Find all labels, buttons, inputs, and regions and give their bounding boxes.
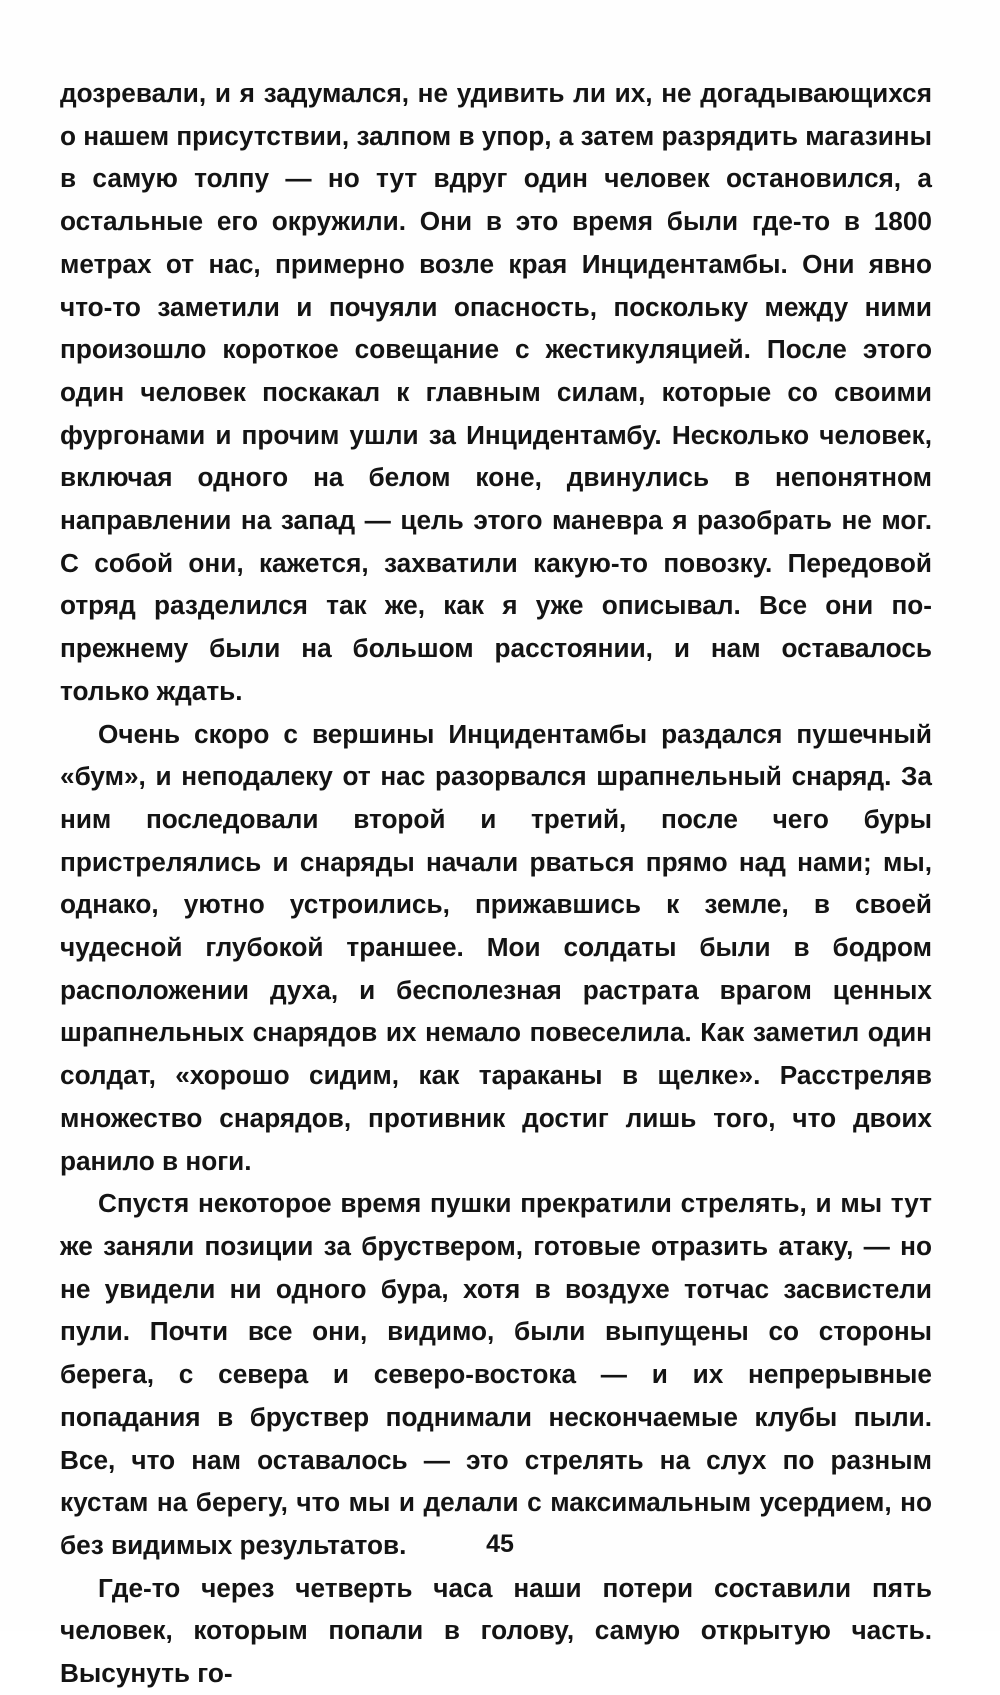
paragraph-3: Спустя некоторое время пушки прекратили стрелять, и мы тут же заняли позиции за бруствером, готовые отразить атаку, — но не увидели ни одного бура, хотя в воздухе тотчас засвистели пули. Почти все они, видимо, были выпущены со стороны берега, с севера и северо-востока — и их непрерывные попадания в бруствер поднимали нескончаемые клубы пыли. Все, что нам оставалось — это стрелять на слух по разным кустам на берегу, что мы и делали с максимальным усердием, но без видимых результатов. bbox=[60, 1188, 932, 1560]
page-number: 45 bbox=[486, 1530, 514, 1558]
paragraph-4: Где-то через четверть часа наши потери составили пять человек, которым попали в голову, самую открытую часть. Высунуть го- bbox=[60, 1572, 932, 1689]
paragraph-1: дозревали, и я задумался, не удивить ли их, не догадывающихся о нашем присутствии, залпом в упор, а затем разрядить магазины в самую толпу — но тут вдруг один человек остановился, а остальные его окружили. Они в это время были где-то в 1800 метрах от нас, примерно возле края Инцидентамбы. Они явно что-то заметили и почуяли опасность, поскольку между ними произошло короткое совещание с жестикуляцией. После этого один человек поскакал к главным силам, которые со своими фургонами и прочим ушли за Инцидентамбу. Несколько человек, включая одного на белом коне, двинулись в непонятном направлении на запад — цель этого маневра я разобрать не мог. С собой они, кажется, захватили какую-то повозку. Передовой отряд разделился так же, как я уже описывал. Все они по-прежнему были на большом расстоянии, и нам оставалось только ждать. bbox=[60, 78, 932, 706]
body-text bbox=[60, 72, 932, 1695]
paragraph-2: Очень скоро с вершины Инцидентамбы раздался пушечный «бум», и неподалеку от нас разорвался шрапнельный снаряд. За ним последовали второй и третий, после чего буры пристрелялись и снаряды начали рваться прямо над нами; мы, однако, уютно устроились, прижавшись к земле, в своей чудесной глубокой траншее. Мои солдаты были в бодром расположении духа, и бесполезная растрата врагом ценных шрапнельных снарядов их немало повеселила. Как заметил один солдат, «хорошо сидим, как тараканы в щелке». Расстреляв множество снарядов, противник достиг лишь того, что двоих ранило в ноги. bbox=[60, 718, 932, 1176]
